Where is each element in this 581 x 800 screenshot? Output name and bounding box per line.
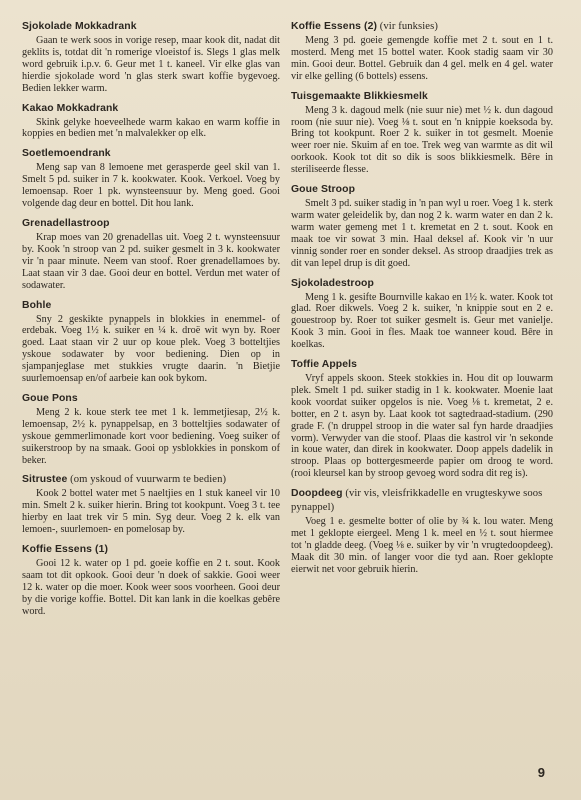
recipe-title-text: Doopdeeg bbox=[291, 488, 343, 500]
recipe-sjokolade-mokkadrank bbox=[22, 20, 280, 95]
left-column bbox=[22, 20, 280, 625]
recipe-title bbox=[22, 102, 280, 116]
recipe-title bbox=[22, 20, 280, 34]
recipe-instructions: Gooi 12 k. water op 1 pd. goeie koffie en 2 t. sout. Kook saam tot dit opkook. Gooi deur 'n doek of sakkie. Gooi weer 12 k. water op die moer. Kook weer soos voorheen. Gooi deur by die vorige koffie. Bottel. Dit kan lank in die koelkas gebêre word. bbox=[22, 558, 280, 617]
recipe-title bbox=[291, 90, 553, 104]
recipe-title-text: Goue Stroop bbox=[291, 184, 356, 196]
recipe-title bbox=[291, 358, 553, 372]
right-column bbox=[291, 20, 553, 583]
recipe-instructions: Kook 2 bottel water met 5 naeltjies en 1 stuk kaneel vir 10 min. Smelt 2 k. suiker hierin. Bring tot kookpunt. Voeg 3 t. tee hierby en laat trek vir 5 min. Syg deur. Voeg 2 k. elk van lemoen-, suurlemoen- en pomelosap by. bbox=[22, 488, 280, 536]
recipe-instructions: Krap moes van 20 grenadellas uit. Voeg 2 t. wynsteensuur by. Kook 'n stroop van 2 pd. suiker gesmelt in 3 k. kookwater vir 'n paar minute. Neem van stoof. Roer grenadellamoes by. Laat staan vir 3 dae. Gooi deur en bottel. Verdun met water of sodawater. bbox=[22, 231, 280, 291]
recipe-title-text: Bohle bbox=[22, 299, 52, 311]
recipe-bohle bbox=[22, 299, 280, 385]
recipe-title bbox=[22, 299, 280, 313]
recipe-title-text: Sjokoladestroop bbox=[291, 277, 374, 289]
recipe-title bbox=[291, 183, 553, 197]
recipe-title bbox=[291, 20, 553, 34]
recipe-title-text: Koffie Essens (2) bbox=[291, 21, 378, 32]
recipe-subtitle: (vir funksies) bbox=[377, 21, 438, 32]
recipe-title bbox=[22, 473, 280, 487]
recipe-instructions: Meng 2 k. koue sterk tee met 1 k. lemmetjiesap, 2½ k. lemoensap, 2½ k. pynappelsap, en 3 botteltjies sodawater of yskoue gemmerlimonade kort voor bediening. Voeg suiker of suikerstroop by na smaak. Gooi op ysblokkies in ponskom of beker. bbox=[22, 406, 280, 466]
recipe-instructions: Meng 3 k. dagoud melk (nie suur nie) met ½ k. dun dagoud room (nie suur nie). Voeg ⅛ t. sout en 'n knippie koeksoda by. Bring tot kookpunt. Roer 2 k. suiker in tot gesmelt. Moenie weer roer nie. Skuim af en toe. Trek weg van warmte as dit wil oorkook. Kook tot dit so dik is soos blikkiesmelk. Bêre in steriliseerde flesse. bbox=[291, 104, 553, 176]
recipe-instructions: Smelt 3 pd. suiker stadig in 'n pan wyl u roer. Voeg 1 k. sterk warm water geleidelik by, dan nog 2 k. warm water en dan 2 k. warm water gemeng met 1 t. kremetat en 2 t. sout. Kook en maak toe vir sowat 3 min. Haal deksel af. Kook vir 'n uur vinnig sonder roer en sonder deksel. As stroop draadjies trek as dit van lepel drup is dit goed. bbox=[291, 198, 553, 269]
recipe-toffie-appels bbox=[291, 358, 553, 480]
recipe-title bbox=[22, 147, 280, 161]
recipe-title-text: Sjokolade Mokkadrank bbox=[22, 21, 137, 32]
recipe-instructions: Skink gelyke hoeveelhede warm kakao en warm koffie in koppies en bedien met 'n malvalekker op elk. bbox=[22, 116, 280, 140]
recipe-instructions: Vryf appels skoon. Steek stokkies in. Hou dit op louwarm plek. Smelt 1 pd. suiker stadig in 1 k. kookwater. Moenie laat kook voordat suiker opgelos is nie. Voeg ⅛ t. kremetat, 2 e. botter, en 2 t. asyn by. Laat kook tot sagtedraad-stadium. (290 grade F. ('n druppel stroop in die water sal fyn harde draadjies vorm). Verwyder van die stoof. Plaas die kastrol vir 'n sekonde in koue water, dan direk in kookwater. Doop appels dadelik in stroop. Plaas op bottergesmeerde papier om droog te word. (rooi kleursel kan by stroop gevoeg word sodra dit reg is). bbox=[291, 373, 553, 480]
recipe-instructions: Meng sap van 8 lemoene met gerasperde geel skil van 1. Smelt 5 pd. suiker in 7 k. kookwater. Kook. Verkoel. Voeg by lemoensap. Roer 1 pk. wynsteensuur by. Meng goed. Gooi volgende dag deur en bottel. Dit hou lank. bbox=[22, 162, 280, 210]
recipe-koffie-essens-1 bbox=[22, 543, 280, 618]
recipe-soetlemoendrank bbox=[22, 147, 280, 210]
recipe-goue-stroop bbox=[291, 183, 553, 269]
recipe-instructions: Gaan te werk soos in vorige resep, maar kook dit, nadat dit geklits is, totdat dit 'n romerige vloeistof is. Slegs 1 glas melk word gebruik i.p.v. 6. Geur met 1 t. kaneel. Vir elke glas van hierdie sjokolade word 'n glas sterk swart koffie bygevoeg. Bedien lekker warm. bbox=[22, 35, 280, 94]
recipe-title-text: Kakao Mokkadrank bbox=[22, 102, 119, 114]
recipe-grenadellastroop bbox=[22, 217, 280, 292]
recipe-title-text: Toffie Appels bbox=[291, 359, 357, 371]
recipe-title bbox=[291, 487, 553, 515]
recipe-title-text: Sitrustee bbox=[22, 474, 68, 486]
recipe-subtitle: (om yskoud of vuurwarm te bedien) bbox=[67, 474, 227, 486]
recipe-sitrustee bbox=[22, 473, 280, 536]
recipe-subtitle: (vir vis, vleisfrikkadelle en vrugteskywe soos pynappel) bbox=[291, 488, 543, 514]
recipe-title bbox=[291, 277, 553, 291]
recipe-title bbox=[22, 392, 280, 406]
recipe-instructions: Voeg 1 e. gesmelte botter of olie by ¾ k. lou water. Meng met 1 geklopte eiergeel. Meng 1 k. meel en ½ t. sout hiermee tot 'n gladde deeg. (Voeg ⅛ e. suiker by vir 'n vrugtedoopdeeg). Maak dit 30 min. of langer voor die tyd aan. Roer geklopte eierwit net voor gebruik hierin. bbox=[291, 516, 553, 575]
recipe-title bbox=[22, 217, 280, 231]
recipe-kakao-mokkadrank bbox=[22, 102, 280, 141]
recipe-title-text: Koffie Essens (1) bbox=[22, 544, 109, 556]
recipe-title-text: Goue Pons bbox=[22, 392, 78, 404]
recipe-goue-pons bbox=[22, 392, 280, 467]
recipe-instructions: Sny 2 geskikte pynappels in blokkies in enemmel- of erdebak. Voeg 1½ k. suiker en ¼ k. droë wit wyn by. Roer goed. Laat staan vir 2 uur op koue plek. Voeg 3 botteltjies yskoue sodawater by voor bediening. Dien op in sjampanjeglase met stukkies vrugte daarin. 'n Bietjie suurlemoensap en/of aarbeie kan ook bykom. bbox=[22, 313, 280, 385]
recipe-title-text: Tuisgemaakte Blikkiesmelk bbox=[291, 90, 428, 102]
recipe-doopdeeg bbox=[291, 487, 553, 576]
page-number: 9 bbox=[537, 765, 545, 780]
recipe-tuisgemaakte-blikkiesmelk bbox=[291, 90, 553, 176]
recipe-sjokoladestroop bbox=[291, 277, 553, 352]
recipe-instructions: Meng 3 pd. goeie gemengde koffie met 2 t. sout en 1 t. mosterd. Meng met 15 bottel water. Kook stadig saam vir 30 min. Gooi deur. Bottel. Gebruik dan 4 gel. melk en 4 gel. water vir elke gelling (6 bottels) essens. bbox=[291, 35, 553, 82]
recipe-title-text: Soetlemoendrank bbox=[22, 148, 111, 160]
recipe-koffie-essens-2 bbox=[291, 20, 553, 83]
recipe-title-text: Grenadellastroop bbox=[22, 217, 110, 229]
recipe-instructions: Meng 1 k. gesifte Bournville kakao en 1½ k. water. Kook tot glad. Roer dikwels. Voeg 2 k. suiker, 'n knippie sout en 2 e. gouestroop by. Roer tot suiker gesmelt is. Geur met vanielje. Kook 3 min. Gooi in fles. Maak toe wanneer koud. Bêre in koelkas. bbox=[291, 291, 553, 351]
recipe-title bbox=[22, 543, 280, 557]
